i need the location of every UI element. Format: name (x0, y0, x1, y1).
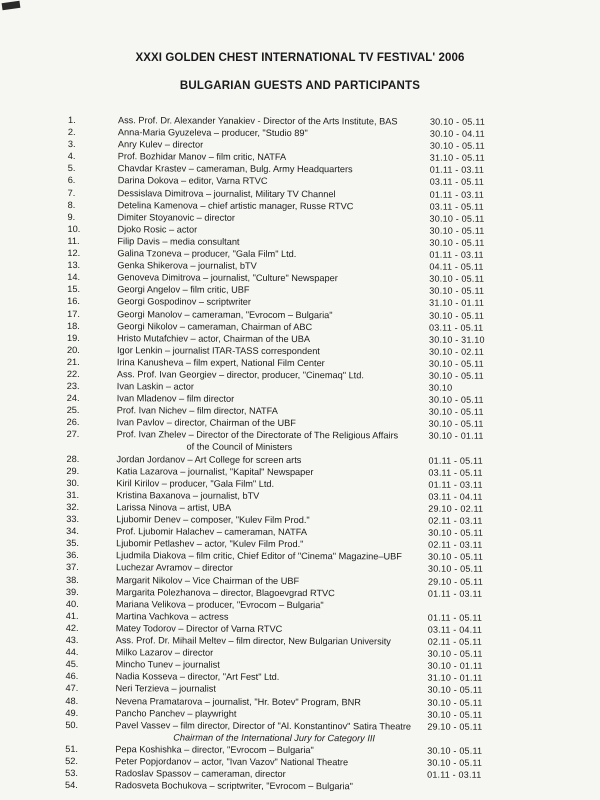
stay-dates: 31.10 - 05.11 (429, 152, 485, 164)
participant-description: Pepa Koshishka – director, "Evrocom – Bulgaria" (115, 744, 314, 755)
stay-dates: 03.11 - 05.11 (429, 177, 485, 188)
participant-description: Igor Lenkin – journalist ITAR-TASS correspondent (116, 344, 320, 356)
participant-description-continued: of the Council of Ministers (186, 441, 293, 453)
participant-description: Georgi Angelov – film critic, UBF (117, 284, 250, 296)
participant-description: Genoveva Dimitrova – journalist, "Culture" Newspaper (117, 272, 338, 284)
stay-dates: 30.10 - 05.11 (428, 551, 484, 563)
participant-description: Filip Davis – media consultant (117, 236, 240, 247)
stay-dates: 30.10 - 02.11 (428, 346, 484, 357)
stay-dates: 30.10 - 05.11 (429, 273, 485, 285)
item-number: 29. (66, 465, 80, 476)
stay-dates: 30.10 - 05.11 (428, 358, 484, 369)
stay-dates: 02.11 - 03.11 (428, 515, 483, 526)
stay-dates: 01.11 - 03.11 (427, 588, 483, 599)
item-number: 23. (66, 381, 80, 392)
item-number: 34. (66, 526, 79, 537)
item-number: 7. (67, 187, 76, 198)
participant-description: Hristo Mutafchiev – actor, Chairman of the UBA (117, 332, 311, 344)
item-number: 9. (67, 211, 76, 222)
stay-dates: 31.10 - 01.11 (427, 672, 483, 684)
stay-dates: 30.10 - 05.11 (427, 697, 483, 708)
stay-dates: 30.10 - 05.11 (428, 418, 484, 430)
item-number: 36. (66, 550, 79, 561)
participants-list (65, 114, 588, 794)
item-number: 39. (65, 586, 79, 597)
participant-description: Prof. Ljubomir Halachev – cameraman, NATFA (116, 526, 307, 538)
participant-description: Georgi Manolov – cameraman, "Evrocom – Bulgaria" (117, 308, 333, 320)
participant-description: Prof. Ivan Nichev – film director, NATFA (116, 405, 278, 417)
item-number: 4. (67, 151, 76, 162)
participant-description: Mariana Velikova – producer, "Evrocom – Bulgaria" (115, 598, 324, 610)
participant-description: Milko Lazarov – director (115, 647, 214, 658)
participant-description: Anry Kulev – director (117, 139, 204, 150)
stay-dates: 30.10 (428, 382, 453, 393)
participant-description: Neri Terzieva – journalist (115, 683, 216, 695)
page-title: XXXI GOLDEN CHEST INTERNATIONAL TV FESTIVAL' 2006 (135, 52, 465, 64)
item-number: 17. (67, 308, 80, 319)
stay-dates: 03.11 - 05.11 (429, 201, 484, 212)
page-subtitle: BULGARIAN GUESTS AND PARTICIPANTS (179, 80, 421, 92)
item-number: 44. (65, 647, 79, 658)
stay-dates: 30.10 - 05.11 (427, 709, 483, 720)
item-number: 45. (65, 659, 79, 670)
item-number: 6. (67, 175, 76, 186)
item-number: 19. (67, 332, 80, 343)
participant-description: Detelina Kamenova – chief artistic manager, Russe RTVC (117, 199, 354, 211)
participant-description: Nevena Pramatarova – journalist, "Hr. Botev" Program, BNR (115, 695, 361, 707)
participant-description: Darina Dokova – editor, Varna RTVC (117, 175, 268, 187)
item-number: 27. (66, 429, 80, 440)
item-number: 13. (67, 260, 81, 271)
item-number: 43. (65, 635, 79, 646)
participant-description: Ass. Prof. Dr. Mihail Meltev – film director, New Bulgarian University (115, 635, 391, 647)
stay-dates: 01.11 - 05.11 (427, 612, 483, 623)
participant-description: Margarit Nikolov – Vice Chairman of the UBF (115, 574, 300, 586)
participant-description: Ass. Prof. Ivan Georgiev – director, producer, "Cinemaq" Ltd. (116, 369, 364, 381)
participant-description: Ljubomir Denev – composer, "Kulev Film Prod." (116, 514, 310, 526)
item-number: 41. (65, 610, 79, 621)
stay-dates: 30.10 - 01.11 (427, 660, 483, 672)
participant-description: Luchezar Avramov – director (115, 562, 233, 574)
item-number: 24. (66, 393, 80, 404)
item-number: 42. (65, 622, 79, 633)
participant-description: Ljudmila Diakova – film critic, Chief Editor of "Cinema" Magazine–UBF (116, 550, 402, 562)
list-item (67, 428, 587, 454)
participant-description: Irina Kanusheva – film expert, National Film Center (116, 357, 325, 368)
participant-description: Matey Todorov – Director of Varna RTVC (115, 623, 283, 634)
stay-dates: 02.11 - 03.11 (428, 539, 483, 551)
item-number: 48. (65, 695, 79, 706)
stay-dates: 30.10 - 05.11 (428, 394, 484, 405)
participant-description: Margarita Polezhanova – director, Blagoevgrad RTVC (115, 586, 335, 598)
corner-mark (2, 1, 21, 10)
stay-dates: 30.10 - 31.10 (428, 334, 485, 345)
item-number: 26. (66, 417, 80, 428)
participant-description: Genka Shikerova – journalist, bTV (117, 260, 257, 271)
stay-dates: 30.10 - 05.11 (427, 745, 483, 756)
stay-dates: 30.10 - 05.11 (428, 370, 484, 381)
item-number: 10. (67, 223, 81, 234)
stay-dates: 30.10 - 05.11 (429, 310, 485, 321)
participant-description: Galina Tzoneva – producer, "Gala Film" Ltd. (117, 248, 297, 260)
stay-dates: 01.11 - 03.11 (429, 189, 484, 200)
participant-description: Georgi Gospodinov – scriptwriter (117, 296, 251, 308)
participant-description-continued: Chairman of the International Jury for Category III (173, 732, 376, 744)
item-number: 54. (65, 780, 78, 791)
stay-dates: 30.10 - 05.11 (429, 213, 485, 224)
stay-dates: 29.10 - 05.11 (427, 721, 483, 732)
item-number: 47. (65, 683, 79, 694)
item-number: 32. (66, 501, 80, 513)
participant-description: Kiril Kirilov – producer, "Gala Film" Ltd. (116, 478, 275, 489)
participant-description: Pavel Vassev – film director, Director of "Al. Konstantinov" Satira Theatre (115, 719, 412, 732)
item-number: 5. (67, 163, 76, 174)
stay-dates: 29.10 - 05.11 (427, 576, 483, 587)
item-number: 16. (67, 296, 80, 307)
stay-dates: 30.10 - 05.11 (428, 527, 484, 539)
participant-description: Ivan Mladenov – film director (116, 393, 235, 404)
stay-dates: 01.11 - 03.11 (429, 164, 485, 176)
item-number: 21. (66, 356, 80, 367)
stay-dates: 30.10 - 05.11 (428, 406, 484, 418)
list-item (65, 719, 585, 745)
item-number: 53. (65, 768, 78, 779)
item-number: 46. (65, 671, 79, 682)
participant-description: Ljubomir Petlashev – actor, "Kulev Film Prod." (116, 538, 304, 550)
participant-description: Pancho Panchev – playwright (115, 707, 237, 719)
stay-dates: 29.10 - 02.11 (428, 503, 484, 514)
stay-dates: 01.11 - 03.11 (427, 769, 482, 780)
stay-dates: 01.11 - 03.11 (428, 479, 483, 490)
participant-description: Prof. Ivan Zhelev – Director of the Directorate of The Religious Affairs (116, 429, 399, 441)
stay-dates: 30.10 - 04.11 (429, 128, 485, 139)
item-number: 28. (66, 453, 80, 464)
stay-dates: 03.11 - 05.11 (429, 322, 484, 333)
stay-dates: 30.10 - 05.11 (427, 648, 483, 659)
participant-description: Georgi Nikolov – cameraman, Chairman of ABC (117, 320, 313, 332)
stay-dates: 03.11 - 05.11 (428, 467, 483, 478)
item-number: 14. (67, 272, 81, 283)
stay-dates: 30.10 - 05.11 (429, 237, 485, 248)
participant-description: Chavdar Krastev – cameraman, Bulg. Army Headquarters (117, 163, 353, 175)
item-number: 40. (65, 598, 79, 609)
participant-description: Mincho Tunev – journalist (115, 659, 220, 670)
stay-dates: 30.10 - 05.11 (429, 225, 485, 236)
participant-description: Dimiter Stoyanovic – director (117, 211, 236, 223)
item-number: 3. (67, 139, 76, 150)
participant-description: Djoko Rosic – actor (117, 224, 198, 235)
stay-dates: 30.10 - 05.11 (429, 285, 485, 297)
participant-description: Jordan Jordanov – Art College for screen arts (116, 453, 302, 465)
stay-dates: 03.11 - 04.11 (428, 491, 483, 502)
participant-description: Dessislava Dimitrova – journalist, Military TV Channel (117, 187, 336, 199)
item-number: 2. (67, 127, 76, 138)
stay-dates: 01.11 - 05.11 (428, 455, 483, 466)
stay-dates: 04.11 - 05.11 (429, 261, 484, 272)
item-number: 50. (65, 719, 79, 730)
stay-dates: 30.10 - 05.11 (427, 564, 484, 575)
participant-description: Radoslav Spassov – cameraman, director (115, 768, 286, 780)
list-item (65, 779, 585, 793)
item-number: 51. (65, 743, 79, 754)
stay-dates: 31.10 - 01.11 (429, 297, 485, 309)
participant-description: Katia Lazarova – journalist, "Kapital" Newspaper (116, 465, 314, 477)
stay-dates: 03.11 - 04.11 (427, 624, 483, 635)
stay-dates: 01.11 - 03.11 (429, 249, 484, 260)
stay-dates: 02.11 - 05.11 (427, 636, 483, 647)
item-number: 12. (67, 248, 81, 259)
item-number: 31. (66, 489, 80, 500)
item-number: 8. (67, 199, 76, 210)
item-number: 38. (65, 574, 79, 585)
participant-description: Kristina Baxanova – journalist, bTV (116, 490, 260, 501)
participant-description: Ivan Pavlov – director, Chairman of the UBF (116, 417, 296, 429)
item-number: 49. (65, 707, 79, 718)
stay-dates: 30.10 - 05.11 (429, 116, 485, 127)
participant-description: Peter Popjordanov – actor, "Ivan Vazov" National Theatre (115, 756, 349, 768)
participant-description: Ass. Prof. Dr. Alexander Yanakiev - Director of the Arts Institute, BAS (117, 115, 398, 127)
stay-dates: 30.10 - 05.11 (429, 140, 485, 152)
stay-dates: 30.10 - 01.11 (428, 431, 484, 442)
item-number: 35. (66, 538, 79, 549)
item-number: 11. (67, 235, 80, 246)
stay-dates: 30.10 - 05.11 (427, 684, 483, 696)
participant-description: Prof. Bozhidar Manov – film critic, NATFA (117, 151, 287, 163)
participant-description: Martina Vachkova – actress (115, 611, 229, 622)
item-number: 15. (67, 284, 81, 295)
participant-description: Radosveta Bochukova – scriptwriter, "Evrocom – Bulgaria" (115, 780, 353, 792)
item-number: 52. (65, 755, 78, 767)
participant-description: Ivan Laskin – actor (116, 381, 194, 392)
participant-description: Larissa Ninova – artist, UBA (116, 502, 232, 513)
item-number: 18. (67, 320, 80, 331)
participant-description: Nadia Kosseva – director, "Art Fest" Ltd. (115, 671, 280, 683)
item-number: 22. (66, 368, 80, 380)
participant-description: Anna-Maria Gyuzeleva – producer, "Studio 89" (117, 127, 308, 139)
item-number: 25. (66, 405, 80, 416)
item-number: 30. (66, 477, 80, 488)
stay-dates: 30.10 - 05.11 (427, 757, 483, 768)
item-number: 20. (66, 344, 80, 355)
item-number: 1. (67, 114, 76, 126)
item-number: 37. (65, 562, 79, 573)
item-number: 33. (66, 514, 80, 525)
